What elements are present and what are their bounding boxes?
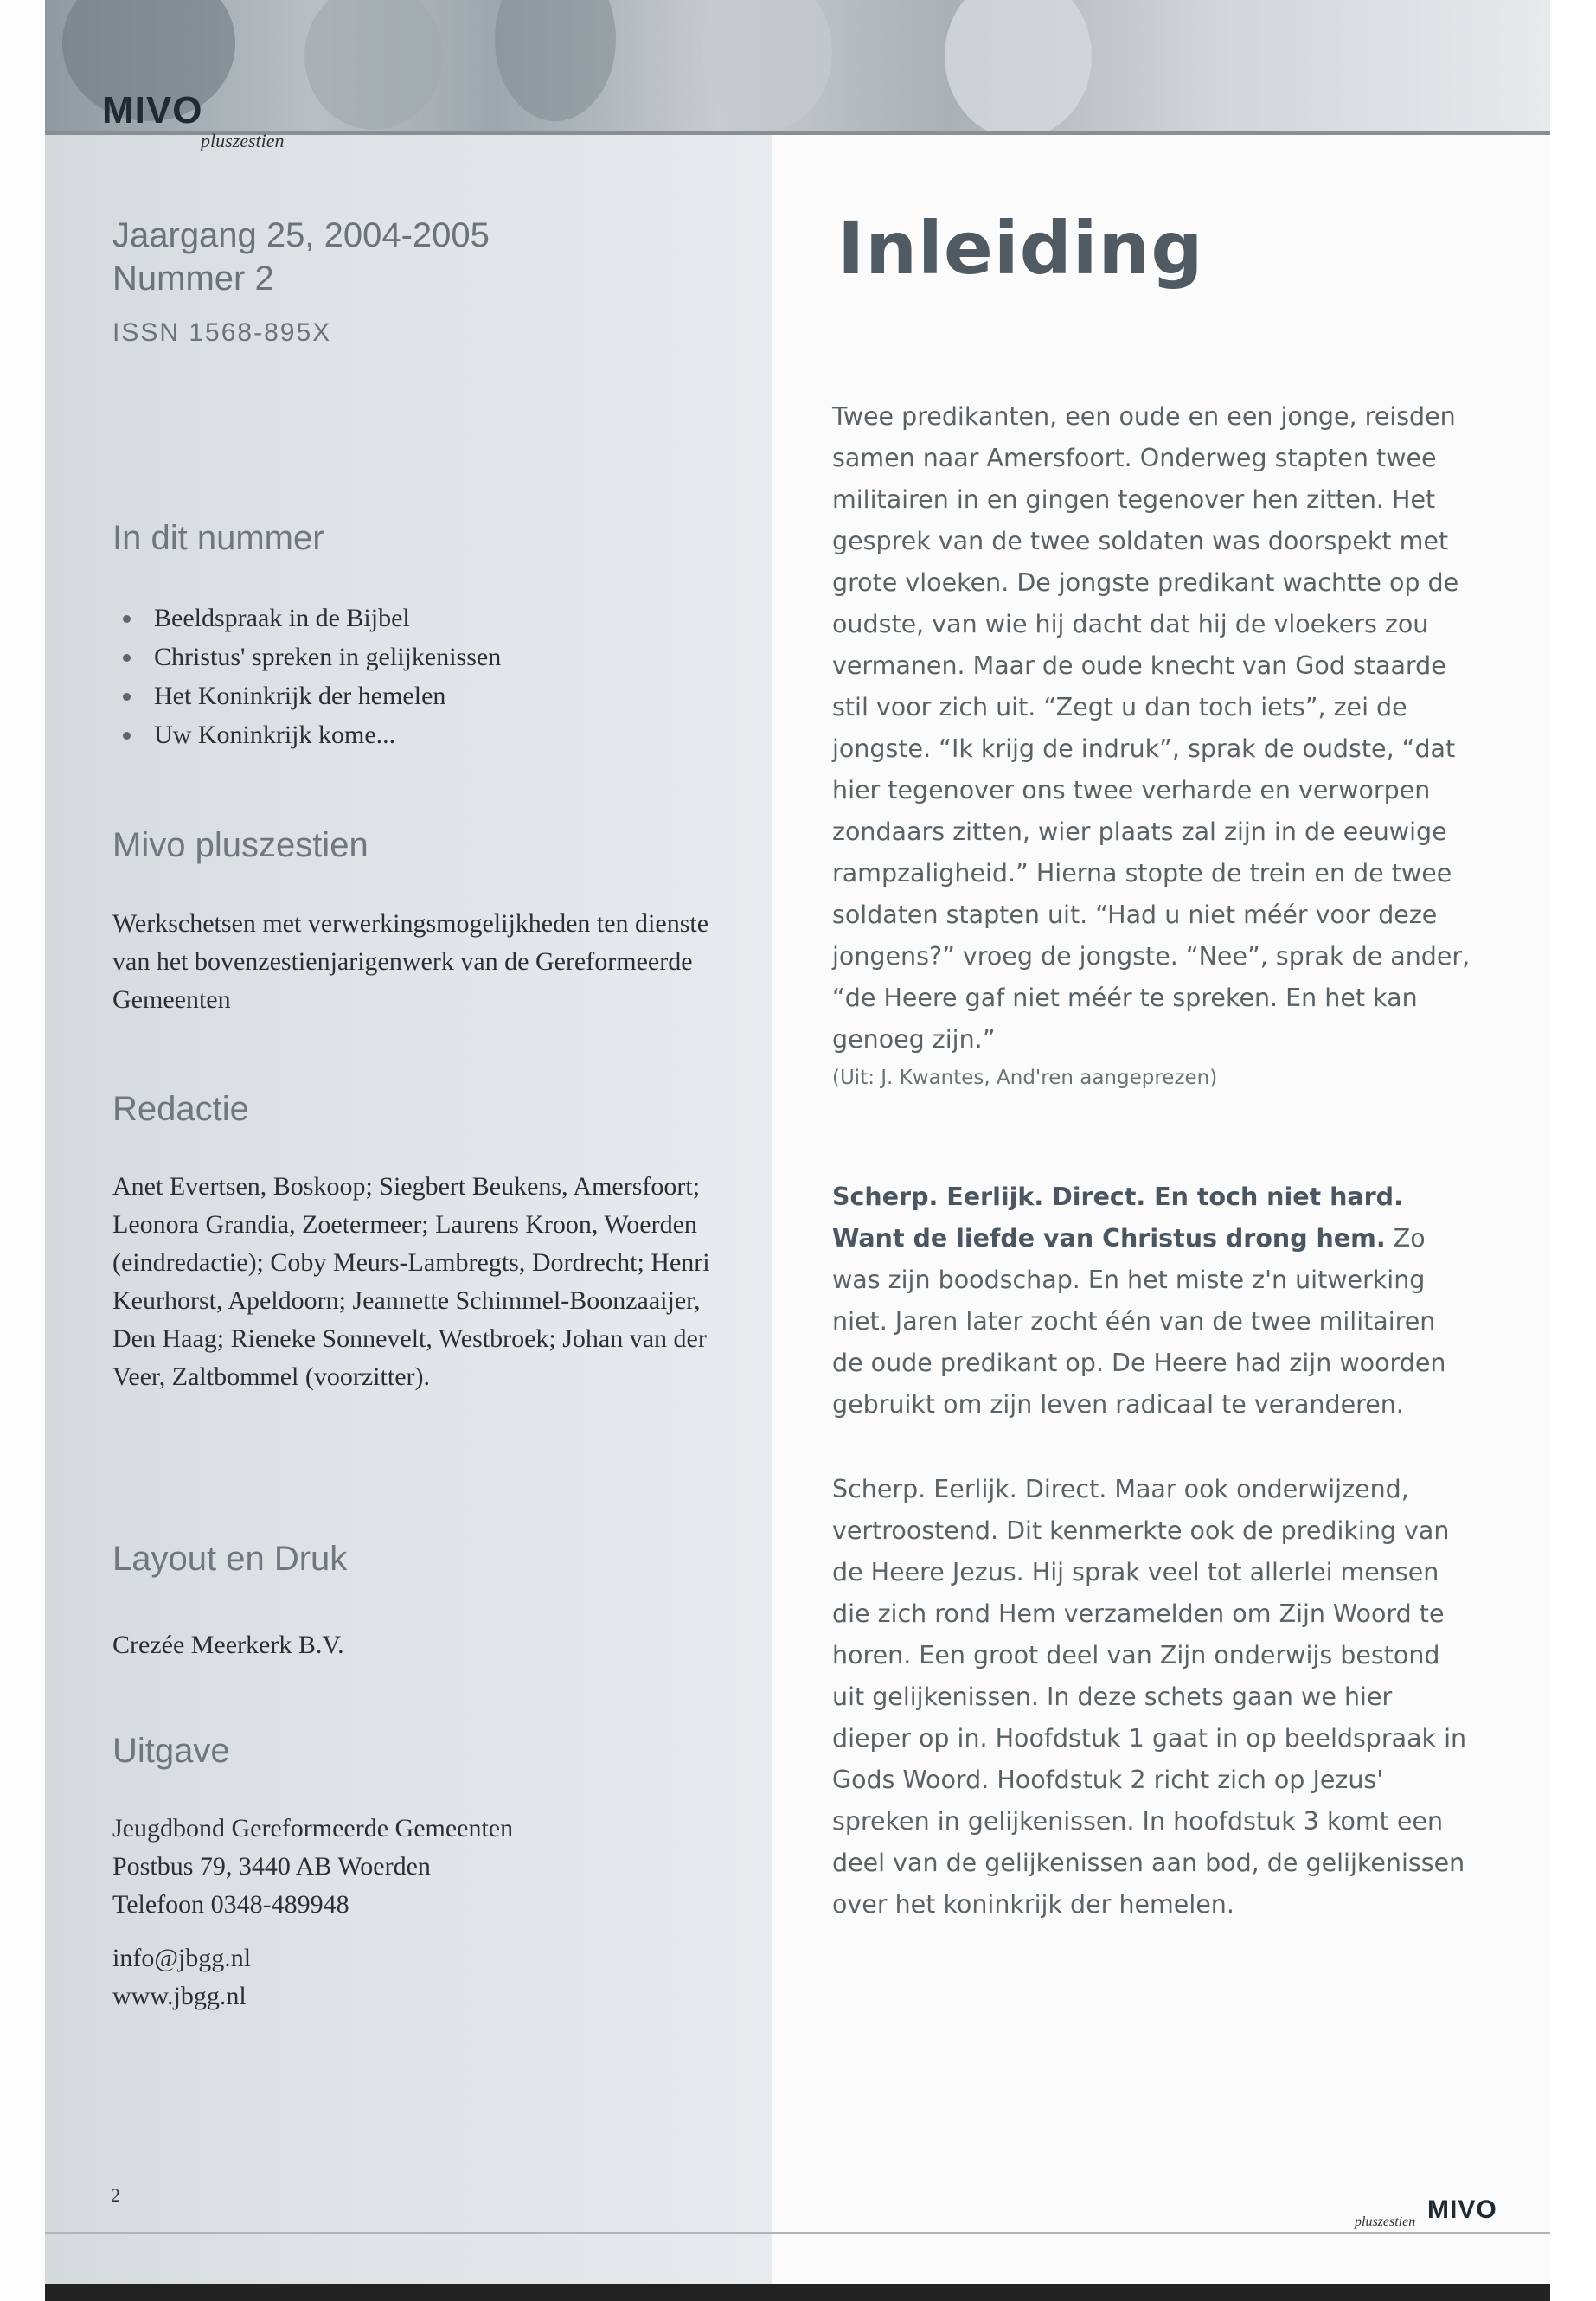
page-margin bbox=[1550, 0, 1596, 2301]
publisher-line: Telefoon 0348-489948 bbox=[112, 1890, 349, 1919]
printer: Crezée Meerkerk B.V. bbox=[112, 1631, 344, 1659]
issue-number: Nummer 2 bbox=[112, 260, 274, 298]
publisher-line: Postbus 79, 3440 AB Woerden bbox=[112, 1852, 431, 1881]
bottom-edge bbox=[45, 2284, 1550, 2301]
list-item: Beeldspraak in de Bijbel bbox=[112, 599, 735, 638]
mivo-logo: MIVO bbox=[102, 89, 203, 131]
intro-text: Twee predikanten, een oude en een jonge, reisden samen naar Amersfoort. Onderweg stapten twee militairen in en gingen tegenover hen zitten. Het gesprek van de twee soldaten was doorspekt met grote vloeken. De jongste predikant wachtte op de oudste, van wie hij dacht dat hij de vloekers zou vermanen. Maar de oude knecht van God staarde stil voor zich uit. “Zegt u dan toch iets”, zei de jongste. “Ik krijg de indruk”, sprak de oudste, “dat hier tegenover ons twee verharde en verworpen zondaars zitten, wier plaats zal zijn in de eeuwige rampzaligheid.” Hierna stopte de trein en de twee soldaten stapten uit. “Had u niet méér voor deze jongens?” vroeg de jongste. “Nee”, sprak de ander, “de Heere gaf niet méér te spreken. En het kan genoeg zijn.” bbox=[832, 402, 1471, 1054]
website-link[interactable]: www.jbgg.nl bbox=[112, 1982, 247, 2010]
mivo-description: Werkschetsen met verwerkingsmogelijkheden ten dienste van het bovenzestienjarigenwerk van de Gereformeerde Gemeenten bbox=[112, 909, 709, 1014]
list-item: Het Koninkrijk der hemelen bbox=[112, 676, 735, 715]
volume-info: Jaargang 25, 2004-2005 bbox=[112, 216, 490, 254]
footer-logo: MIVO bbox=[1427, 2195, 1497, 2224]
paragraph-text: Zo was zijn boodschap. En het miste z'n uitwerking niet. Jaren later zocht één van de twee militairen de oude predikant op. De Heere had zijn woorden gebruikt om zijn leven radicaal te veranderen. bbox=[832, 1224, 1446, 1419]
editorial-team: Anet Evertsen, Boskoop; Siegbert Beukens, Amersfoort; Leonora Grandia, Zoetermeer; Laurens Kroon, Woerden (eindredactie); Coby Meurs-Lambregts, Dordrecht; Henri Keurhorst, Apeldoorn; Jeannette Schimmel-Boonzaaijer, Den Haag; Rieneke Sonnevelt, Westbroek; Johan van der Veer, Zaltbommel (voorzitter). bbox=[112, 1172, 710, 1391]
contents-list bbox=[112, 599, 735, 754]
page-number: 2 bbox=[111, 2184, 120, 2206]
paragraph-text: Scherp. Eerlijk. Direct. Maar ook onderwijzend, vertroostend. Dit kenmerkte ook de prediking van de Heere Jezus. Hij sprak veel tot allerlei mensen die zich rond Hem verzamelden om Zijn Woord te horen. Een groot deel van Zijn onderwijs bestond uit gelijkenissen. In deze schets gaan we hier dieper op in. Hoofdstuk 1 gaat in op beeldspraak in Gods Woord. Hoofdstuk 2 richt zich op Jezus' spreken in gelijkenissen. In hoofdstuk 3 komt een deel van de gelijkenissen aan bod, de gelijkenissen over het koninkrijk der hemelen. bbox=[832, 1475, 1467, 1919]
email-link[interactable]: info@jbgg.nl bbox=[112, 1944, 252, 1972]
footer-logo-subtitle: pluszestien bbox=[1355, 2214, 1416, 2229]
mivo-logo-subtitle: pluszestien bbox=[201, 130, 285, 151]
publisher-contact bbox=[112, 1939, 735, 2016]
right-column bbox=[772, 0, 1550, 2284]
paragraph-2 bbox=[832, 1176, 1472, 1426]
section-heading-redactie: Redactie bbox=[112, 1090, 249, 1128]
section-heading-in-dit-nummer: In dit nummer bbox=[112, 519, 324, 557]
publisher-line: Jeugdbond Gereformeerde Gemeenten bbox=[112, 1814, 514, 1843]
section-heading-layout: Layout en Druk bbox=[112, 1540, 348, 1578]
quote-source: (Uit: J. Kwantes, And'ren aangeprezen) bbox=[832, 1067, 1218, 1089]
section-heading-mivo: Mivo pluszestien bbox=[112, 826, 369, 864]
list-item: Christus' spreken in gelijkenissen bbox=[112, 638, 735, 676]
section-heading-uitgave: Uitgave bbox=[112, 1732, 230, 1770]
emphasis-text: Scherp. Eerlijk. Direct. En toch niet hard. Want de liefde van Christus drong hem. bbox=[832, 1183, 1403, 1253]
article-title: Inleiding bbox=[837, 206, 1204, 291]
paragraph-3 bbox=[832, 1469, 1472, 1926]
issn: ISSN 1568-895X bbox=[112, 318, 332, 347]
footer-rule bbox=[45, 2232, 1550, 2234]
publisher-address bbox=[112, 1810, 735, 1924]
list-item: Uw Koninkrijk kome... bbox=[112, 715, 735, 754]
header-photo-strip bbox=[45, 0, 1550, 131]
intro-paragraph bbox=[832, 396, 1472, 1095]
